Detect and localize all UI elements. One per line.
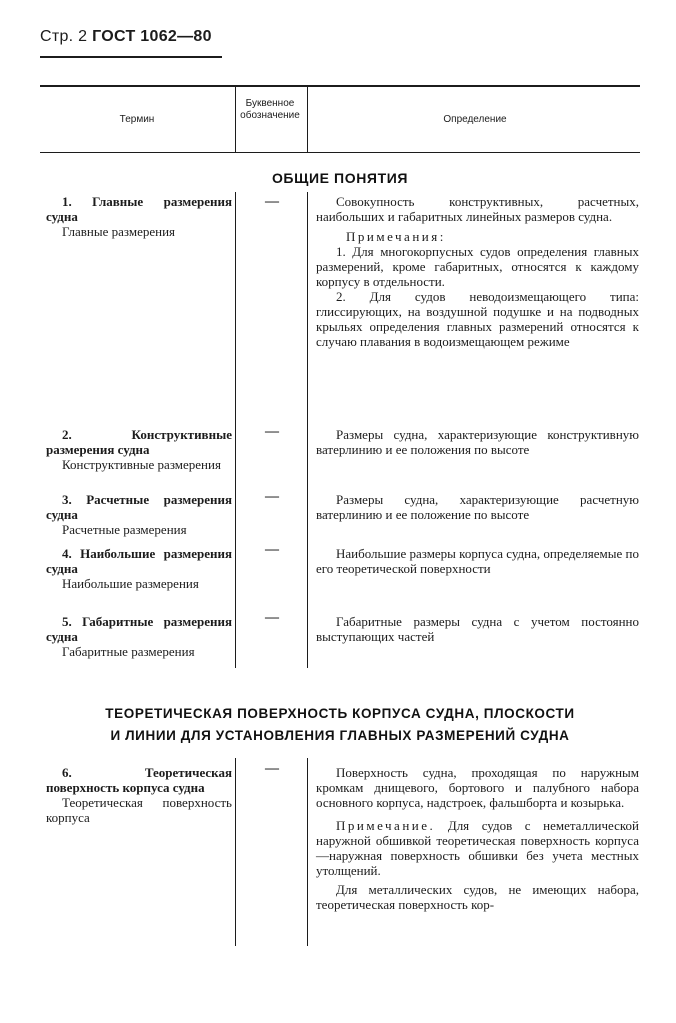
letter-designation: — [265, 489, 279, 504]
term-entry [46, 427, 232, 472]
section-title [40, 703, 640, 747]
definition [316, 546, 639, 576]
term-entry [46, 546, 232, 591]
term-synonym: Наибольшие размерения [62, 576, 199, 591]
term-name: 2. Конструктивные размерения судна [46, 427, 232, 457]
definition [316, 765, 639, 912]
definition [316, 492, 639, 522]
definition [316, 614, 639, 644]
term-name: 6. Теоретическая поверхность корпуса судна [46, 765, 232, 795]
term-name: 1. Главные размерения судна [46, 194, 232, 224]
letter-designation: — [265, 761, 279, 776]
section-title-line: ТЕОРЕТИЧЕСКАЯ ПОВЕРХНОСТЬ КОРПУСА СУДНА, ПЛОСКОСТИ [105, 706, 575, 721]
column-divider [235, 192, 236, 668]
letter-designation: — [265, 542, 279, 557]
term-name: 5. Габаритные размерения судна [46, 614, 232, 644]
definition-text: Наибольшие размеры корпуса судна, определяемые по его теоретической поверхности [316, 546, 639, 576]
term-synonym: Габаритные размерения [62, 644, 195, 659]
definition [316, 427, 639, 457]
definition [316, 194, 639, 349]
term-entry [46, 492, 232, 537]
column-header-definition: Определение [443, 114, 507, 125]
column-header-letter: Буквенное обозначение [240, 98, 300, 121]
definition-text: Поверхность судна, проходящая по наружным кромкам днищевого, бортового и палубного набора основного корпуса, надстроек, фальшборта и козырька. [316, 765, 639, 810]
term-name: 4. Наибольшие размерения судна [46, 546, 232, 576]
definition-text: Размеры судна, характеризующие конструктивную ватерлинию и ее положения по высоте [316, 427, 639, 457]
column-divider [235, 758, 236, 946]
letter-designation: — [265, 194, 279, 209]
term-synonym: Теоретическая поверхность корпуса [46, 795, 232, 825]
section-title: ОБЩИЕ ПОНЯТИЯ [271, 170, 409, 186]
definition-text: Размеры судна, характеризующие расчетную ватерлинию и ее положение по высоте [316, 492, 639, 522]
letter-designation: — [265, 610, 279, 625]
note-label: Примечание. [336, 818, 436, 833]
column-header-term: Термин [119, 114, 155, 125]
note-label: Примечания: [346, 229, 446, 244]
header-rule [40, 56, 222, 58]
table-header-rule [40, 152, 640, 153]
table-top-rule [40, 85, 640, 87]
note-text: 2. Для судов неводоизмещающего типа: глиссирующих, на воздушной подушке и на подводных крыльях определения главных размерений относятся к случаю плавания в водоизмещающем режиме [316, 289, 639, 349]
column-divider [307, 87, 308, 152]
term-entry [46, 614, 232, 659]
term-entry [46, 194, 232, 239]
column-divider [235, 87, 236, 152]
term-synonym: Конструктивные размерения [62, 457, 221, 472]
term-name: 3. Расчетные размерения судна [46, 492, 232, 522]
term-synonym: Главные размерения [62, 224, 176, 239]
page-header [40, 28, 212, 46]
page-number: Стр. 2 [40, 28, 88, 45]
letter-designation: — [265, 424, 279, 439]
note-text: Для судов с неметаллической наружной обшивкой теоретическая поверхность корпуса—наружная поверхность обшивки без учета местных утолщений. [316, 818, 640, 878]
note-text: 1. Для многокорпусных судов определения главных размерений, кроме габаритных, относятся к каждому корпусу в отдельности. [316, 244, 639, 289]
column-divider [307, 192, 308, 668]
definition-text: Совокупность конструктивных, расчетных, наибольших и габаритных линейных размеров судна. [316, 194, 639, 224]
term-entry [46, 765, 232, 825]
definition-continuation: Для металлических судов, не имеющих набора, теоретическая поверхность кор- [316, 882, 639, 912]
column-divider [307, 758, 308, 946]
term-synonym: Расчетные размерения [62, 522, 187, 537]
definition-text: Габаритные размеры судна с учетом постоянно выступающих частей [316, 614, 639, 644]
section-title-line: И ЛИНИИ ДЛЯ УСТАНОВЛЕНИЯ ГЛАВНЫХ РАЗМЕРЕНИЙ СУДНА [110, 728, 570, 743]
standard-number: ГОСТ 1062—80 [92, 28, 212, 45]
